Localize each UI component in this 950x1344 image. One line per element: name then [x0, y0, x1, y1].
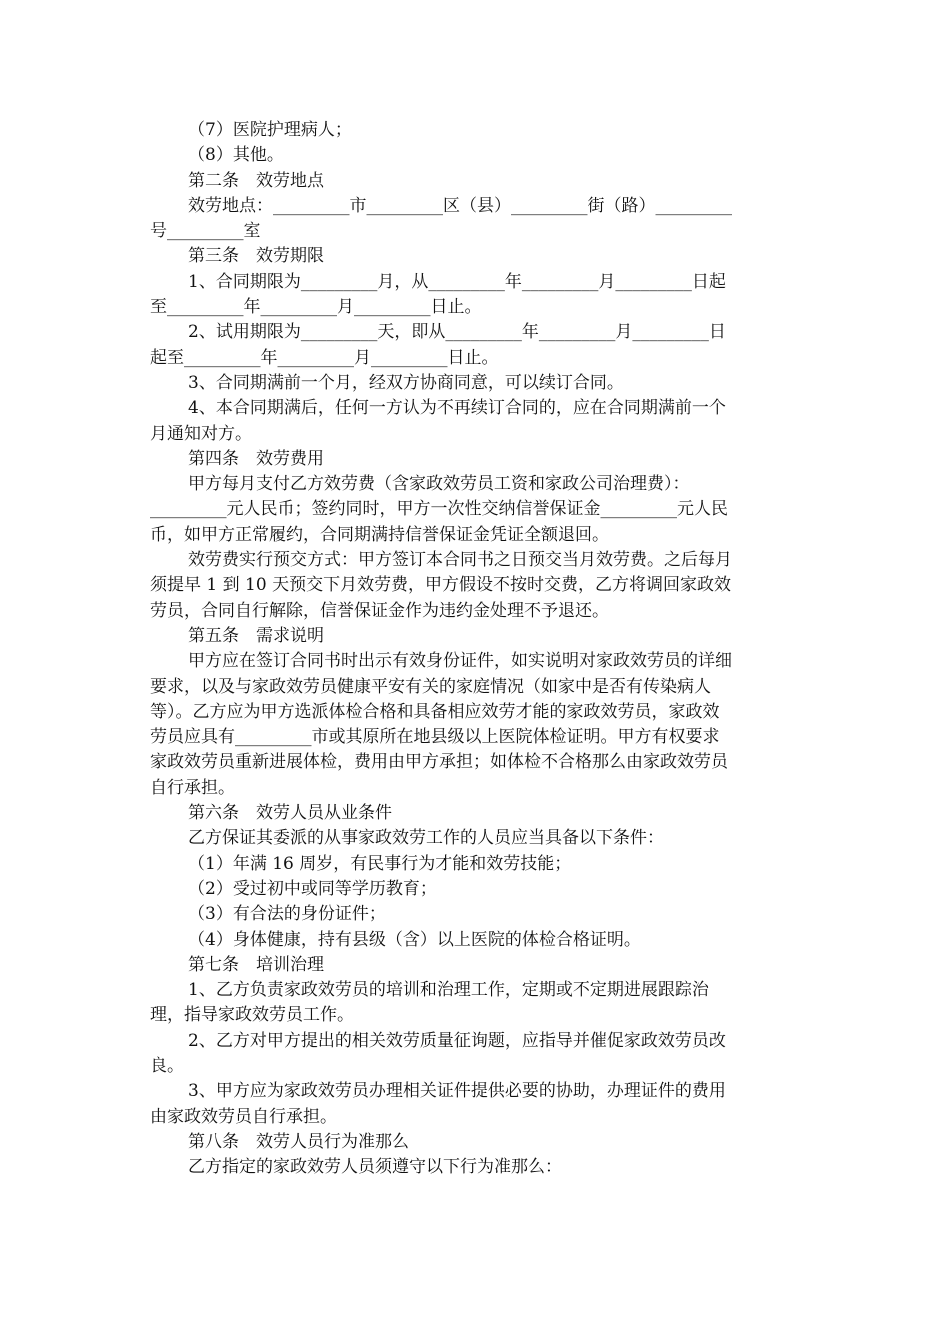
text-line: 第二条 效劳地点 [188, 170, 324, 191]
text-line: 月通知对方。 [150, 423, 252, 444]
text-line: （3）有合法的身份证件； [188, 904, 386, 925]
text-line: 1、合同期限为_________月，从_________年_________月_________日起 [188, 271, 726, 292]
text-line: 第四条 效劳费用 [188, 448, 324, 469]
text-line: 1、乙方负责家政效劳员的培训和治理工作，定期或不定期进展跟踪治 [188, 980, 709, 1001]
text-line: 须提早 1 到 10 天预交下月效劳费，甲方假设不按时交费，乙方将调回家政效 [150, 575, 732, 596]
text-line: 要求，以及与家政效劳员健康平安有关的家庭情况（如家中是否有传染病人 [150, 676, 711, 697]
text-line: （4）身体健康，持有县级（含）以上医院的体检合格证明。 [188, 929, 641, 950]
text-line: （1）年满 16 周岁，有民事行为才能和效劳技能； [188, 853, 572, 874]
text-line: 3、合同期满前一个月，经双方协商同意，可以续订合同。 [188, 372, 624, 393]
text-line: （7）医院护理病人； [188, 120, 352, 140]
text-line: _________元人民币；签约同时，甲方一次性交纳信誉保证金_________元人民 [150, 499, 728, 520]
text-line: 第五条 需求说明 [188, 625, 324, 646]
text-line: 由家政效劳员自行承担。 [150, 1106, 337, 1127]
text-line: 第八条 效劳人员行为准那么 [188, 1131, 409, 1152]
text-line: 效劳地点：_________市_________区（县）_________街（路）_________ [188, 195, 732, 216]
text-line: 效劳费实行预交方式：甲方签订本合同书之日预交当月效劳费。之后每月 [188, 550, 732, 571]
text-line: 乙方指定的家政效劳人员须遵守以下行为准那么： [188, 1157, 562, 1178]
text-line: 家政效劳员重新进展体检，费用由甲方承担；如体检不合格那么由家政效劳员 [150, 752, 728, 773]
text-line: 良。 [150, 1055, 184, 1076]
text-line: （2）受过初中或同等学历教育； [188, 878, 437, 899]
text-line: 第三条 效劳期限 [188, 246, 324, 267]
text-line: 理，指导家政效劳员工作。 [150, 1005, 354, 1026]
text-line: 等）。乙方应为甲方选派体检合格和具备相应效劳才能的家政效劳员，家政效 [150, 701, 720, 722]
text-line: 起至_________年_________月_________日止。 [150, 347, 499, 368]
text-line: 币，如甲方正常履约，合同期满持信誉保证金凭证全额退回。 [150, 524, 609, 545]
text-line: 第七条 培训治理 [188, 954, 324, 975]
text-line: 2、试用期限为_________天，即从_________年_________月_________日 [188, 322, 726, 343]
text-line: 4、本合同期满后，任何一方认为不再续订合同的，应在合同期满前一个 [188, 398, 726, 419]
text-line: 第六条 效劳人员从业条件 [188, 803, 392, 824]
text-line: 至_________年_________月_________日止。 [150, 297, 482, 318]
text-line: 乙方保证其委派的从事家政效劳工作的人员应当具备以下条件： [188, 828, 664, 849]
text-line: 甲方应在签订合同书时出示有效身份证件，如实说明对家政效劳员的详细 [188, 651, 732, 672]
text-line: 自行承担。 [150, 777, 235, 798]
text-line: 甲方每月支付乙方效劳费（含家政效劳员工资和家政公司治理费）： [188, 474, 690, 495]
text-line: 劳员应具有_________市或其原所在地县级以上医院体检证明。甲方有权要求 [150, 727, 720, 748]
text-line: （8）其他。 [188, 145, 284, 166]
document-page [150, 118, 802, 1180]
text-line: 号_________室 [150, 221, 261, 242]
text-line: 3、甲方应为家政效劳员办理相关证件提供必要的协助，办理证件的费用 [188, 1081, 726, 1102]
text-line: 2、乙方对甲方提出的相关效劳质量征询题，应指导并催促家政效劳员改 [188, 1030, 726, 1051]
text-line: 劳员，合同自行解除，信誉保证金作为违约金处理不予退还。 [150, 600, 609, 621]
